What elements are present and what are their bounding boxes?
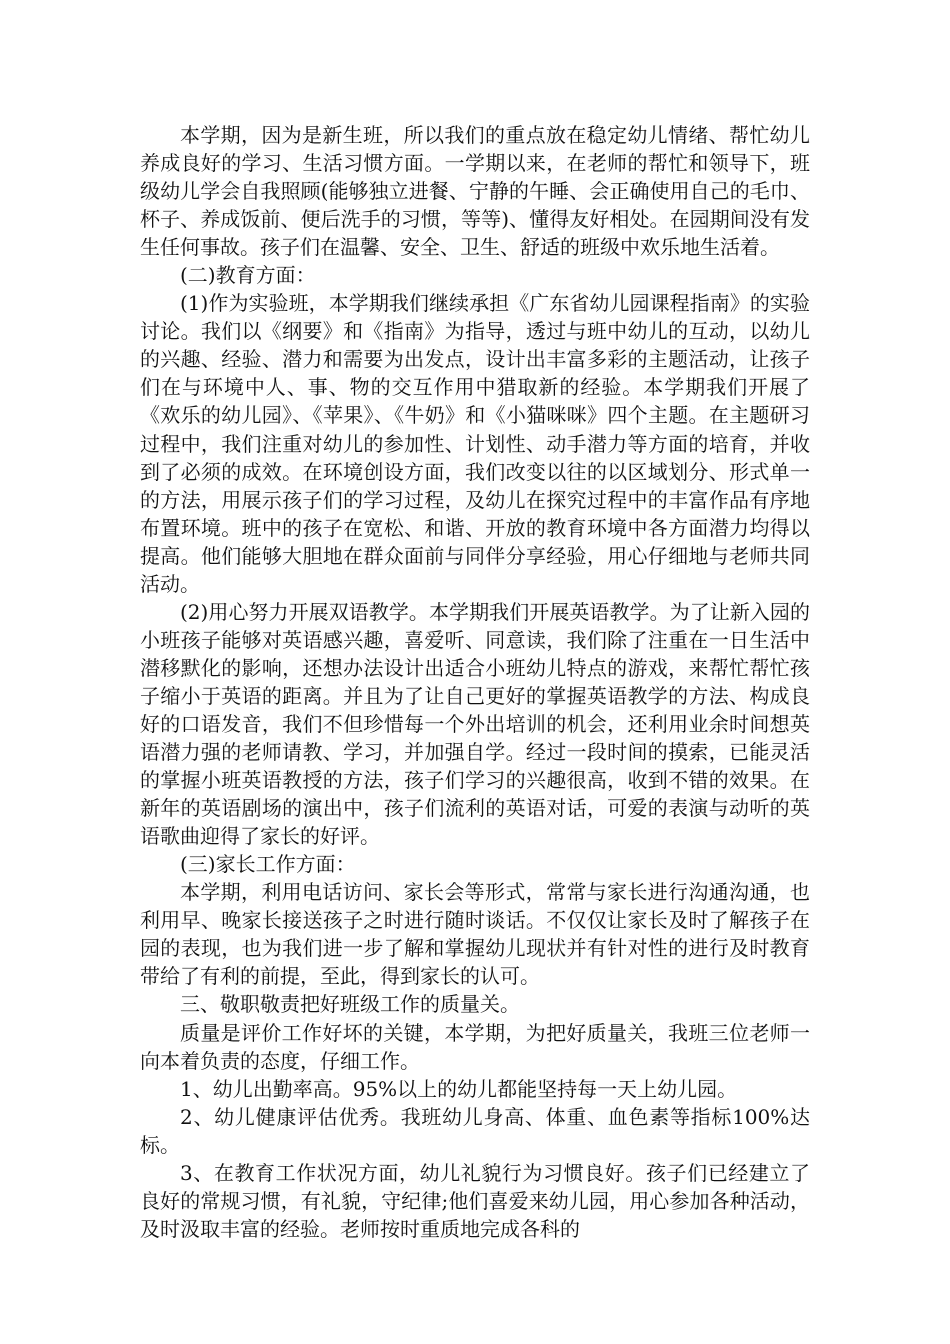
heading-parent-work: (三)家长工作方面： — [180, 852, 356, 877]
paragraph-quality-intro: 质量是评价工作好坏的关键，本学期，为把好质量关，我班三位老师一向本着负责的态度，仔细工作。 — [140, 1020, 810, 1073]
paragraph-experimental-class: (1)作为实验班，本学期我们继续承担《广东省幼儿园课程指南》的实验讨论。我们以《纲要》和《指南》为指导，透过与班中幼儿的互动，以幼儿的兴趣、经验、潜力和需要为出发点，设计出丰富多彩的主题活动，让孩子们在与环境中人、事、物的交互作用中猎取新的经验。本学期我们开展了《欢乐的幼儿园》、《苹果》、《牛奶》和《小猫咪咪》四个主题。在主题研习过程中，我们注重对幼儿的参加性、计划性、动手潜力等方面的培育，并收到了必须的成效。在环境创设方面，我们改变以往的以区域划分、形式单一的方法，用展示孩子们的学习过程，及幼儿在探究过程中的丰富作品有序地布置环境。班中的孩子在宽松、和谐、开放的教育环境中各方面潜力均得以提高。他们能够大胆地在群众面前与同伴分享经验，用心仔细地与老师共同活动。 — [140, 291, 810, 596]
list-item-attendance: 1、幼儿出勤率高。95%以上的幼儿都能坚持每一天上幼儿园。 — [180, 1076, 738, 1101]
paragraph-parent-communication: 本学期，利用电话访问、家长会等形式，常常与家长进行沟通沟通，也利用早、晚家长接送孩子之时进行随时谈话。不仅仅让家长及时了解孩子在园的表现，也为我们进一步了解和掌握幼儿现状并有针对性的进行及时教育带给了有利的前提，至此，得到家长的认可。 — [140, 880, 810, 989]
list-item-behavior: 3、在教育工作状况方面，幼儿礼貌行为习惯良好。孩子们已经建立了良好的常规习惯，有礼貌，守纪律;他们喜爱来幼儿园，用心参加各种活动，及时汲取丰富的经验。老师按时重质地完成各科的 — [140, 1160, 810, 1241]
document-body — [140, 121, 810, 1243]
heading-quality: 三、敬职敬责把好班级工作的质量关。 — [180, 992, 520, 1017]
heading-education: (二)教育方面： — [180, 263, 316, 288]
paragraph-bilingual-teaching: (2)用心努力开展双语教学。本学期我们开展英语教学。为了让新入园的小班孩子能够对英语感兴趣，喜爱听、同意读，我们除了注重在一日生活中潜移默化的影响，还想办法设计出适合小班幼儿特点的游戏，来帮忙帮忙孩子缩小于英语的距离。并且为了让自己更好的掌握英语教学的方法、构成良好的口语发音，我们不但珍惜每一个外出培训的机会，还利用业余时间想英语潜力强的老师请教、学习，并加强自学。经过一段时间的摸索，已能灵活的掌握小班英语教授的方法，孩子们学习的兴趣很高，收到不错的效果。在新年的英语剧场的演出中，孩子们流利的英语对话，可爱的表演与动听的英语歌曲迎得了家长的好评。 — [140, 599, 810, 849]
list-item-health: 2、幼儿健康评估优秀。我班幼儿身高、体重、血色素等指标100%达标。 — [140, 1104, 810, 1157]
paragraph-class-stability: 本学期，因为是新生班，所以我们的重点放在稳定幼儿情绪、帮忙幼儿养成良好的学习、生活习惯方面。一学期以来，在老师的帮忙和领导下，班级幼儿学会自我照顾(能够独立进餐、宁静的午睡、会正确使用自己的毛巾、杯子、养成饭前、便后洗手的习惯，等等)、懂得友好相处。在园期间没有发生任何事故。孩子们在温馨、安全、卫生、舒适的班级中欢乐地生活着。 — [140, 123, 810, 260]
